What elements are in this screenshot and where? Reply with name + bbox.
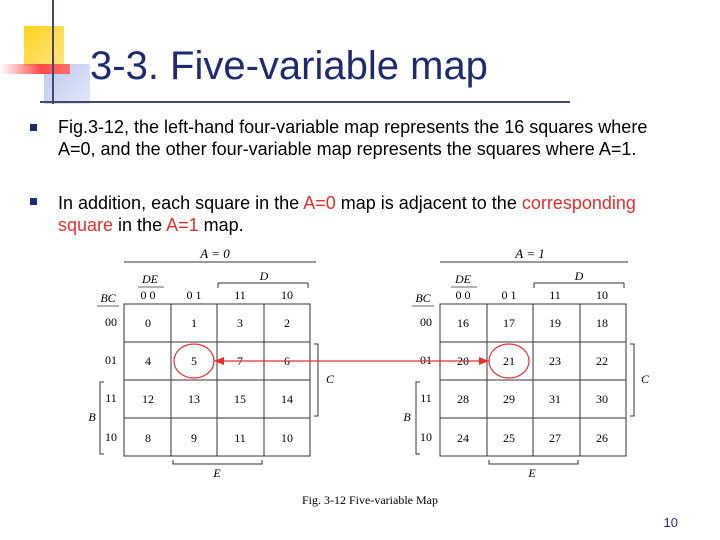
left-map-header: A = 0 bbox=[200, 246, 230, 261]
left-cell: 11 bbox=[234, 431, 246, 445]
right-cell: 17 bbox=[503, 316, 515, 330]
left-b-bracket bbox=[100, 382, 104, 454]
right-row-00: 00 bbox=[420, 315, 432, 329]
right-e-label: E bbox=[528, 466, 536, 480]
right-c-label: C bbox=[640, 372, 650, 386]
bullet-2-part-2: map is adjacent to the bbox=[335, 193, 522, 213]
right-cell: 28 bbox=[457, 392, 469, 406]
right-cell: 29 bbox=[503, 392, 515, 406]
bullet-2-highlight-a1: A=1 bbox=[166, 215, 199, 235]
left-c-bracket bbox=[314, 344, 318, 416]
slide-title: 3-3. Five-variable map bbox=[90, 44, 488, 88]
right-cell: 24 bbox=[457, 431, 469, 445]
left-b-label: B bbox=[88, 410, 96, 424]
right-cell: 30 bbox=[596, 392, 608, 406]
right-d-label: D bbox=[574, 269, 584, 283]
bullet-2-highlight-corresponding: corresponding square bbox=[58, 193, 636, 235]
bullet-1: Fig.3-12, the left-hand four-variable map represents the 16 squares where A=0, and the other four-variable map represents the squares where A=1. bbox=[58, 117, 648, 159]
right-map-header: A = 1 bbox=[515, 246, 545, 261]
left-cell: 0 bbox=[145, 316, 151, 330]
left-row-11: 11 bbox=[105, 391, 117, 405]
right-cell: 31 bbox=[549, 392, 561, 406]
right-cell: 23 bbox=[549, 354, 561, 368]
right-col-00: 0 0 bbox=[455, 288, 471, 302]
right-cell: 16 bbox=[457, 316, 469, 330]
right-cell: 18 bbox=[596, 316, 608, 330]
left-d-label: D bbox=[259, 269, 269, 283]
left-cell: 5 bbox=[191, 354, 197, 368]
left-col-11: 11 bbox=[234, 288, 246, 302]
right-row-11: 11 bbox=[420, 391, 432, 405]
left-de-label: DE bbox=[142, 272, 158, 286]
right-col-11: 11 bbox=[549, 288, 561, 302]
right-map bbox=[403, 246, 650, 480]
left-bc-label: BC bbox=[100, 291, 116, 305]
right-bc-label: BC bbox=[415, 291, 431, 305]
right-e-bracket bbox=[489, 460, 578, 464]
left-cell: 7 bbox=[237, 354, 243, 368]
left-cell: 13 bbox=[188, 392, 200, 406]
left-cell: 2 bbox=[284, 316, 290, 330]
left-cell: 4 bbox=[145, 354, 151, 368]
left-cell: 12 bbox=[142, 392, 154, 406]
adjacency-annotation bbox=[174, 344, 529, 378]
left-cell: 15 bbox=[234, 392, 246, 406]
left-col-01: 0 1 bbox=[186, 288, 202, 302]
right-row-10: 10 bbox=[420, 430, 432, 444]
left-cell: 6 bbox=[284, 354, 290, 368]
bullet-2-part-4: map. bbox=[198, 215, 244, 235]
left-cell: 14 bbox=[281, 392, 293, 406]
bullet-2-part-3: in the bbox=[113, 215, 167, 235]
right-cell: 26 bbox=[596, 431, 608, 445]
right-col-01: 0 1 bbox=[501, 288, 517, 302]
left-cell: 9 bbox=[191, 431, 197, 445]
right-cell: 27 bbox=[549, 431, 561, 445]
left-col-10: 10 bbox=[281, 288, 293, 302]
left-c-label: C bbox=[325, 372, 335, 386]
right-c-bracket bbox=[630, 344, 634, 416]
left-col-00: 0 0 bbox=[140, 288, 156, 302]
left-cell: 8 bbox=[145, 431, 151, 445]
figure-caption: Fig. 3-12 Five-variable Map bbox=[302, 493, 438, 507]
right-cell: 22 bbox=[596, 354, 608, 368]
right-cell: 21 bbox=[503, 354, 515, 368]
left-map bbox=[88, 246, 335, 480]
right-col-10: 10 bbox=[596, 288, 608, 302]
right-row-01: 01 bbox=[420, 353, 432, 367]
left-row-10: 10 bbox=[105, 430, 117, 444]
right-de-label: DE bbox=[455, 272, 471, 286]
left-e-bracket bbox=[173, 460, 262, 464]
right-cell: 20 bbox=[457, 354, 469, 368]
left-cell: 1 bbox=[191, 316, 197, 330]
left-row-01: 01 bbox=[105, 353, 117, 367]
right-cell: 19 bbox=[549, 316, 561, 330]
left-e-label: E bbox=[213, 466, 221, 480]
right-cell: 25 bbox=[503, 431, 515, 445]
left-cell: 3 bbox=[237, 316, 243, 330]
page-number: 10 bbox=[663, 515, 678, 530]
bullet-2-highlight-a0: A=0 bbox=[303, 193, 336, 213]
arrow-head-left bbox=[214, 357, 224, 365]
left-row-00: 00 bbox=[105, 315, 117, 329]
right-b-label: B bbox=[403, 410, 411, 424]
left-cell: 10 bbox=[281, 431, 293, 445]
bullet-2-part-1: In addition, each square in the bbox=[58, 193, 304, 213]
